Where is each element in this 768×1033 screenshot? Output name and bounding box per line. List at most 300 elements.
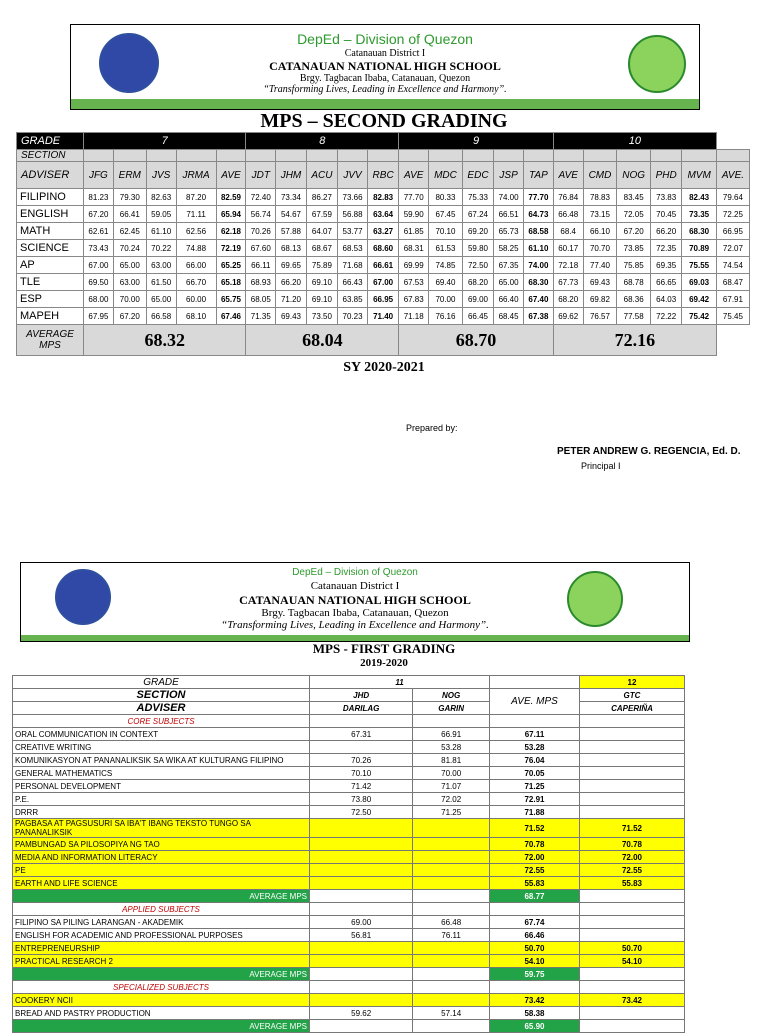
- average-mps: 66.46: [490, 929, 580, 942]
- subject-name: MEDIA AND INFORMATION LITERACY: [13, 851, 310, 864]
- section-row: [17, 150, 750, 162]
- average-cell: 75.55: [682, 257, 717, 274]
- average-mps: 71.52: [490, 819, 580, 838]
- score-gtc: 72.55: [580, 864, 685, 877]
- average-cell: 63.27: [367, 223, 398, 240]
- score-nog: 76.11: [413, 929, 490, 942]
- adviser-initials: AVE: [399, 162, 429, 189]
- score-jhd: [310, 819, 413, 838]
- section-row: [13, 689, 685, 702]
- score-cell: 71.35: [246, 308, 276, 325]
- score-nog: [413, 942, 490, 955]
- score-cell: 70.23: [338, 308, 368, 325]
- section-name: [367, 150, 398, 162]
- subject-row: [13, 754, 685, 767]
- subject-row: [17, 274, 750, 291]
- score-jhd: [310, 741, 413, 754]
- address: Brgy. Tagbacan Ibaba, Catanauan, Quezon: [261, 607, 449, 619]
- adviser-initials: JVS: [146, 162, 176, 189]
- page-heading: MPS – SECOND GRADING: [260, 110, 508, 132]
- score-cell: 68.45: [494, 308, 524, 325]
- score-cell: 82.63: [146, 189, 176, 206]
- motto: “Transforming Lives, Leading in Excellence and Harmony”.: [221, 619, 489, 631]
- adviser-initials: JDT: [246, 162, 276, 189]
- average-mps: 67.74: [490, 916, 580, 929]
- district: Catanauan District I: [310, 580, 400, 592]
- adviser-initials: JRMA: [176, 162, 216, 189]
- average-cell: 68.60: [367, 240, 398, 257]
- score-cell: 66.70: [176, 274, 216, 291]
- score-cell: 67.45: [429, 206, 463, 223]
- blank-cell: [490, 903, 580, 916]
- score-gtc: [580, 767, 685, 780]
- score-cell: 72.18: [553, 257, 583, 274]
- score-cell: 71.18: [399, 308, 429, 325]
- grade-row: [13, 676, 685, 689]
- score-cell: 77.58: [617, 308, 651, 325]
- score-cell: 70.45: [651, 206, 682, 223]
- score-cell: 70.70: [583, 240, 617, 257]
- score-cell: 68.10: [176, 308, 216, 325]
- score-jhd: 59.62: [310, 1007, 413, 1020]
- score-cell: 70.00: [113, 291, 146, 308]
- blank-cell: [580, 890, 685, 903]
- average-cell: 69.42: [682, 291, 717, 308]
- average-cell: 65.18: [216, 274, 246, 291]
- score-cell: 72.07: [716, 240, 749, 257]
- subject-name: ENGLISH: [17, 206, 84, 223]
- section-name: [462, 150, 493, 162]
- average-mps-row: [13, 1020, 685, 1033]
- blank-cell: [580, 903, 685, 916]
- score-cell: 70.10: [429, 223, 463, 240]
- blank-cell: [310, 981, 413, 994]
- average-mps-row: [13, 968, 685, 981]
- score-cell: 66.48: [553, 206, 583, 223]
- blank-cell: [310, 890, 413, 903]
- average-cell: 82.59: [216, 189, 246, 206]
- average-cell: 82.43: [682, 189, 717, 206]
- score-cell: 72.40: [246, 189, 276, 206]
- score-gtc: [580, 916, 685, 929]
- subject-name: MATH: [17, 223, 84, 240]
- score-gtc: 50.70: [580, 942, 685, 955]
- score-cell: 73.83: [651, 189, 682, 206]
- score-gtc: 73.42: [580, 994, 685, 1007]
- average-cell: 68.58: [523, 223, 553, 240]
- score-cell: 68.36: [617, 291, 651, 308]
- grade-row: [17, 133, 750, 150]
- average-mps: 53.28: [490, 741, 580, 754]
- score-nog: [413, 877, 490, 890]
- subject-row: [13, 942, 685, 955]
- subject-name: AP: [17, 257, 84, 274]
- district: Catanauan District I: [344, 48, 426, 59]
- score-cell: 62.45: [113, 223, 146, 240]
- score-cell: 74.54: [716, 257, 749, 274]
- blank-cell: [580, 968, 685, 981]
- score-cell: 69.10: [306, 291, 337, 308]
- score-cell: 67.24: [462, 206, 493, 223]
- subject-name: BREAD AND PASTRY PRODUCTION: [13, 1007, 310, 1020]
- subject-row: [17, 291, 750, 308]
- score-cell: 66.40: [494, 291, 524, 308]
- score-gtc: [580, 754, 685, 767]
- section-name: [553, 150, 583, 162]
- score-jhd: 70.10: [310, 767, 413, 780]
- adviser-initials: MDC: [429, 162, 463, 189]
- subject-name: PE: [13, 864, 310, 877]
- subject-row: [17, 189, 750, 206]
- grade-average-mps: 72.16: [553, 325, 716, 356]
- score-cell: 71.68: [338, 257, 368, 274]
- average-cell: 68.30: [523, 274, 553, 291]
- section-name: [176, 150, 216, 162]
- score-nog: 66.91: [413, 728, 490, 741]
- score-cell: 64.07: [306, 223, 337, 240]
- average-cell: 62.18: [216, 223, 246, 240]
- subject-row: [13, 877, 685, 890]
- average-mps: 55.83: [490, 877, 580, 890]
- adviser-initials: AVE.: [716, 162, 749, 189]
- score-cell: 69.20: [462, 223, 493, 240]
- score-cell: 86.27: [306, 189, 337, 206]
- score-cell: 87.20: [176, 189, 216, 206]
- average-mps: 71.88: [490, 806, 580, 819]
- section-name: [246, 150, 276, 162]
- average-mps: 72.00: [490, 851, 580, 864]
- subject-name: PERSONAL DEVELOPMENT: [13, 780, 310, 793]
- subject-name: DRRR: [13, 806, 310, 819]
- score-cell: 60.17: [553, 240, 583, 257]
- average-cell: 72.19: [216, 240, 246, 257]
- subject-name: SCIENCE: [17, 240, 84, 257]
- adviser-initials: EDC: [462, 162, 493, 189]
- average-cell: 75.42: [682, 308, 717, 325]
- subject-row: [13, 1007, 685, 1020]
- section-jhd: JHD: [310, 689, 413, 702]
- average-label: AVERAGE MPS: [17, 325, 84, 356]
- subject-row: [13, 767, 685, 780]
- score-cell: 69.82: [583, 291, 617, 308]
- blank-cell: [580, 715, 685, 728]
- blank-cell: [310, 968, 413, 981]
- adviser-initials: MVM: [682, 162, 717, 189]
- score-cell: 68.53: [338, 240, 368, 257]
- adviser-garin: GARIN: [413, 702, 490, 715]
- subject-row: [13, 741, 685, 754]
- score-gtc: 54.10: [580, 955, 685, 968]
- score-cell: 69.65: [276, 257, 307, 274]
- blank-cell: [413, 981, 490, 994]
- subject-row: [13, 780, 685, 793]
- score-nog: 81.81: [413, 754, 490, 767]
- principal-name: PETER ANDREW G. REGENCIA, Ed. D.: [557, 446, 741, 457]
- score-nog: [413, 838, 490, 851]
- score-jhd: 56.81: [310, 929, 413, 942]
- subject-name: P.E.: [13, 793, 310, 806]
- score-jhd: [310, 994, 413, 1007]
- adviser-initials: JSP: [494, 162, 524, 189]
- grade-11: 11: [310, 676, 490, 689]
- score-gtc: [580, 728, 685, 741]
- score-cell: 68.47: [716, 274, 749, 291]
- score-cell: 67.53: [399, 274, 429, 291]
- subject-name: EARTH AND LIFE SCIENCE: [13, 877, 310, 890]
- average-mps: 73.42: [490, 994, 580, 1007]
- subject-row: [13, 994, 685, 1007]
- score-nog: 71.25: [413, 806, 490, 819]
- score-jhd: 71.42: [310, 780, 413, 793]
- blank-cell: [413, 1020, 490, 1033]
- score-cell: 67.95: [84, 308, 114, 325]
- average-cell: 67.46: [216, 308, 246, 325]
- score-cell: 66.20: [276, 274, 307, 291]
- category-row: [13, 903, 685, 916]
- grade-10: 10: [553, 133, 716, 150]
- section-label: SECTION: [13, 689, 310, 702]
- score-jhd: [310, 864, 413, 877]
- score-cell: 68.78: [617, 274, 651, 291]
- average-cell: 64.73: [523, 206, 553, 223]
- average-mps: 70.78: [490, 838, 580, 851]
- subject-name: KOMUNIKASYON AT PANANALIKSIK SA WIKA AT KULTURANG FILIPINO: [13, 754, 310, 767]
- adviser-initials: JFG: [84, 162, 114, 189]
- adviser-row: [17, 162, 750, 189]
- score-cell: 68.13: [276, 240, 307, 257]
- score-jhd: [310, 942, 413, 955]
- score-cell: 56.88: [338, 206, 368, 223]
- subject-name: CREATIVE WRITING: [13, 741, 310, 754]
- grade-average-mps: 68.70: [399, 325, 554, 356]
- specialized-subjects-header: SPECIALIZED SUBJECTS: [13, 981, 310, 994]
- section-name: [617, 150, 651, 162]
- adviser-initials: ACU: [306, 162, 337, 189]
- subject-row: [13, 916, 685, 929]
- average-mps-label: AVERAGE MPS: [13, 1020, 310, 1033]
- adviser-initials: TAP: [523, 162, 553, 189]
- blank-cell: [580, 981, 685, 994]
- score-cell: 75.45: [716, 308, 749, 325]
- second-grading-table: [16, 132, 750, 356]
- score-cell: 74.88: [176, 240, 216, 257]
- average-cell: 67.00: [367, 274, 398, 291]
- average-cell: 63.64: [367, 206, 398, 223]
- adviser-initials: CMD: [583, 162, 617, 189]
- average-cell: 68.30: [682, 223, 717, 240]
- grade-label: GRADE: [13, 676, 310, 689]
- section-name: [429, 150, 463, 162]
- address: Brgy. Tagbacan Ibaba, Catanauan, Quezon: [299, 73, 471, 84]
- score-cell: 68.20: [462, 274, 493, 291]
- section-name: [276, 150, 307, 162]
- subject-name: ESP: [17, 291, 84, 308]
- score-cell: 56.74: [246, 206, 276, 223]
- score-cell: 62.56: [176, 223, 216, 240]
- score-gtc: [580, 793, 685, 806]
- average-cell: 65.25: [216, 257, 246, 274]
- adviser-darilag: DARILAG: [310, 702, 413, 715]
- applied-subjects-header: APPLIED SUBJECTS: [13, 903, 310, 916]
- score-cell: 61.10: [146, 223, 176, 240]
- grade-9: 9: [399, 133, 554, 150]
- blank-cell: [490, 676, 580, 689]
- school-name: CATANAUAN NATIONAL HIGH SCHOOL: [269, 59, 501, 73]
- blank-cell: [310, 715, 413, 728]
- adviser-label: ADVISER: [17, 162, 84, 189]
- deped-title: DepEd – Division of Quezon: [292, 567, 418, 578]
- blank-cell: [413, 890, 490, 903]
- score-cell: 68.31: [399, 240, 429, 257]
- adviser-initials: NOG: [617, 162, 651, 189]
- average-mps: 76.04: [490, 754, 580, 767]
- section-name: [216, 150, 246, 162]
- score-cell: 61.53: [429, 240, 463, 257]
- score-cell: 75.89: [306, 257, 337, 274]
- applied-average: 59.75: [490, 968, 580, 981]
- score-cell: 74.85: [429, 257, 463, 274]
- subject-name: TLE: [17, 274, 84, 291]
- grade-12: 12: [580, 676, 685, 689]
- score-cell: 73.34: [276, 189, 307, 206]
- score-cell: 68.20: [553, 291, 583, 308]
- score-cell: 74.00: [494, 189, 524, 206]
- grade-average-mps: 68.32: [84, 325, 246, 356]
- subject-row: [17, 223, 750, 240]
- subject-row: [17, 206, 750, 223]
- section-name: [494, 150, 524, 162]
- subject-name: COOKERY NCII: [13, 994, 310, 1007]
- score-cell: 76.16: [429, 308, 463, 325]
- adviser-caperina: CAPERIÑA: [580, 702, 685, 715]
- score-cell: 59.80: [462, 240, 493, 257]
- subject-row: [13, 806, 685, 819]
- score-cell: 70.00: [429, 291, 463, 308]
- subject-name: PAMBUNGAD SA PILOSOPIYA NG TAO: [13, 838, 310, 851]
- score-cell: 66.58: [146, 308, 176, 325]
- score-nog: [413, 994, 490, 1007]
- grade-average-mps: 68.04: [246, 325, 399, 356]
- adviser-initials: PHD: [651, 162, 682, 189]
- average-cell: 65.94: [216, 206, 246, 223]
- score-gtc: [580, 929, 685, 942]
- bottom-header-box: [20, 562, 690, 642]
- section-name: [523, 150, 553, 162]
- score-nog: 70.00: [413, 767, 490, 780]
- category-row: [13, 715, 685, 728]
- average-cell: 77.70: [523, 189, 553, 206]
- score-jhd: [310, 838, 413, 851]
- score-jhd: 69.00: [310, 916, 413, 929]
- score-cell: 66.51: [494, 206, 524, 223]
- adviser-row: [13, 702, 685, 715]
- category-row: [13, 981, 685, 994]
- score-cell: 69.40: [429, 274, 463, 291]
- section-name: [651, 150, 682, 162]
- subject-row: [13, 838, 685, 851]
- score-cell: 67.20: [113, 308, 146, 325]
- subject-name: ORAL COMMUNICATION IN CONTEXT: [13, 728, 310, 741]
- score-cell: 65.00: [113, 257, 146, 274]
- score-cell: 59.05: [146, 206, 176, 223]
- average-mps-label: AVERAGE MPS: [13, 968, 310, 981]
- subject-name: FILIPINO SA PILING LARANGAN - AKADEMIK: [13, 916, 310, 929]
- score-cell: 69.99: [399, 257, 429, 274]
- average-cell: 82.83: [367, 189, 398, 206]
- subject-row: [13, 793, 685, 806]
- grade-7: 7: [84, 133, 246, 150]
- score-cell: 75.33: [462, 189, 493, 206]
- score-cell: 66.41: [113, 206, 146, 223]
- score-gtc: 72.00: [580, 851, 685, 864]
- score-cell: 69.35: [651, 257, 682, 274]
- subject-row: [13, 864, 685, 877]
- blank-cell: [413, 715, 490, 728]
- subject-row: [17, 308, 750, 325]
- average-cell: 69.03: [682, 274, 717, 291]
- score-cell: 80.33: [429, 189, 463, 206]
- section-name: [113, 150, 146, 162]
- score-nog: 57.14: [413, 1007, 490, 1020]
- average-cell: 70.89: [682, 240, 717, 257]
- score-cell: 65.00: [494, 274, 524, 291]
- subject-name: PAGBASA AT PAGSUSURI SA IBA'T IBANG TEKSTO TUNGO SA PANANALIKSIK: [13, 819, 310, 838]
- section-gtc: GTC: [580, 689, 685, 702]
- score-cell: 57.88: [276, 223, 307, 240]
- score-cell: 54.67: [276, 206, 307, 223]
- score-cell: 67.91: [716, 291, 749, 308]
- score-cell: 67.00: [84, 257, 114, 274]
- score-gtc: 55.83: [580, 877, 685, 890]
- score-cell: 60.00: [176, 291, 216, 308]
- score-gtc: [580, 741, 685, 754]
- subject-row: [13, 929, 685, 942]
- score-cell: 76.84: [553, 189, 583, 206]
- adviser-initials: AVE: [216, 162, 246, 189]
- subject-row: [13, 851, 685, 864]
- deped-title: DepEd – Division of Quezon: [297, 31, 473, 47]
- score-gtc: [580, 806, 685, 819]
- score-cell: 61.50: [146, 274, 176, 291]
- score-cell: 72.35: [651, 240, 682, 257]
- school-name: CATANAUAN NATIONAL HIGH SCHOOL: [239, 593, 471, 607]
- average-cell: 73.35: [682, 206, 717, 223]
- score-cell: 70.24: [113, 240, 146, 257]
- score-cell: 73.85: [617, 240, 651, 257]
- score-cell: 61.85: [399, 223, 429, 240]
- score-cell: 67.60: [246, 240, 276, 257]
- average-mps: 72.55: [490, 864, 580, 877]
- adviser-label: ADVISER: [13, 702, 310, 715]
- score-cell: 63.00: [113, 274, 146, 291]
- top-header-box: [70, 24, 700, 110]
- blank-cell: [490, 715, 580, 728]
- score-cell: 64.03: [651, 291, 682, 308]
- subject-row: [13, 728, 685, 741]
- section-name: [84, 150, 114, 162]
- score-cell: 63.85: [338, 291, 368, 308]
- score-cell: 65.73: [494, 223, 524, 240]
- section-name: [338, 150, 368, 162]
- score-nog: [413, 851, 490, 864]
- blank-cell: [310, 1020, 413, 1033]
- score-cell: 81.23: [84, 189, 114, 206]
- score-cell: 79.64: [716, 189, 749, 206]
- adviser-initials: ERM: [113, 162, 146, 189]
- score-cell: 71.20: [276, 291, 307, 308]
- section-name: [306, 150, 337, 162]
- score-jhd: [310, 877, 413, 890]
